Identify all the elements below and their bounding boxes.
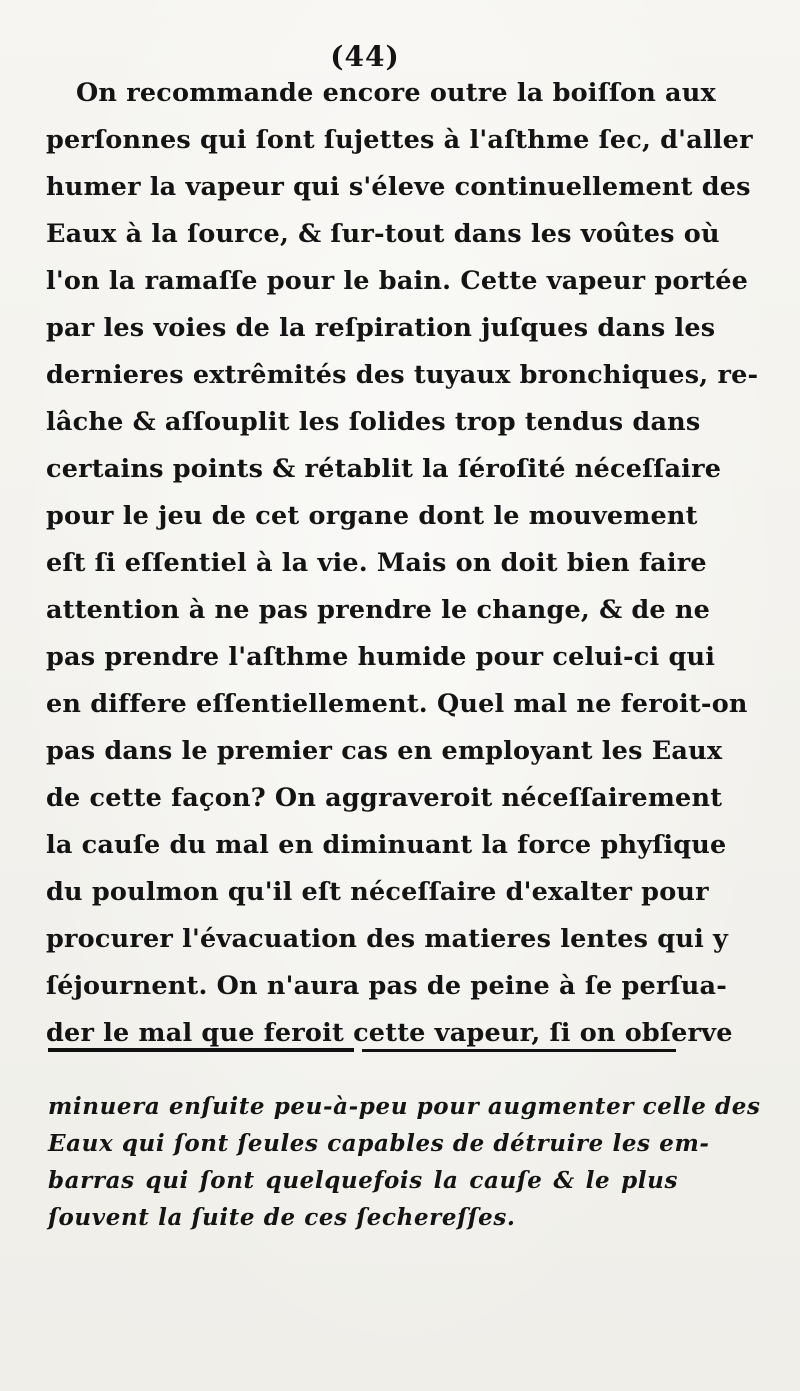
footnote-divider-right <box>362 1049 676 1052</box>
text-line: On recommande encore outre la boiſſon aux <box>76 78 716 108</box>
text-line: du poulmon qu'il eſt néceſſaire d'exalter pour <box>46 877 709 907</box>
footnote-block <box>48 1088 761 1236</box>
text-line: der le mal que feroit cette vapeur, ſi on obſerve <box>46 1018 733 1048</box>
footnote-line: minuera enſuite peu-à-peu pour augmenter celle des <box>48 1093 761 1120</box>
text-line: la cauſe du mal en diminuant la force phyſique <box>46 830 727 860</box>
footnote-line: barras qui ſont quelquefois la cauſe & le plus <box>48 1167 678 1194</box>
main-text-block <box>46 70 759 1057</box>
text-line: Eaux à la ſource, & ſur-tout dans les voûtes où <box>46 219 720 249</box>
footnote-line: ſouvent la ſuite de ces ſechereſſes. <box>48 1204 516 1231</box>
text-line: pas dans le premier cas en employant les Eaux <box>46 736 723 766</box>
text-line: pour le jeu de cet organe dont le mouvement <box>46 501 698 531</box>
text-line: attention à ne pas prendre le change, & de ne <box>46 595 711 625</box>
text-line: dernieres extrêmités des tuyaux bronchiques, re- <box>46 360 759 390</box>
footnote-divider-left <box>48 1048 354 1052</box>
text-line: certains points & rétablit la ſéroſité néceſſaire <box>46 454 722 484</box>
text-line: de cette façon? On aggraveroit néceſſairement <box>46 783 723 813</box>
text-line: eſt ſi eſſentiel à la vie. Mais on doit bien faire <box>46 548 707 578</box>
text-line: procurer l'évacuation des matieres lentes qui y <box>46 924 729 954</box>
text-line: perſonnes qui ſont ſujettes à l'aſthme ſec, d'aller <box>46 125 753 155</box>
text-line: l'on la ramaſſe pour le bain. Cette vapeur portée <box>46 266 749 296</box>
text-line: par les voies de la reſpiration juſques dans les <box>46 313 716 343</box>
text-line: ſéjournent. On n'aura pas de peine à ſe perſua- <box>46 971 727 1001</box>
text-line: pas prendre l'aſthme humide pour celui-ci qui <box>46 642 716 672</box>
footnote-line: Eaux qui ſont ſeules capables de détruire les em- <box>48 1130 710 1157</box>
text-line: lâche & aſſouplit les ſolides trop tendus dans <box>46 407 701 437</box>
text-line: humer la vapeur qui s'éleve continuellement des <box>46 172 751 202</box>
page-number: (44) <box>330 40 400 73</box>
text-line: en differe eſſentiellement. Quel mal ne feroit-on <box>46 689 748 719</box>
